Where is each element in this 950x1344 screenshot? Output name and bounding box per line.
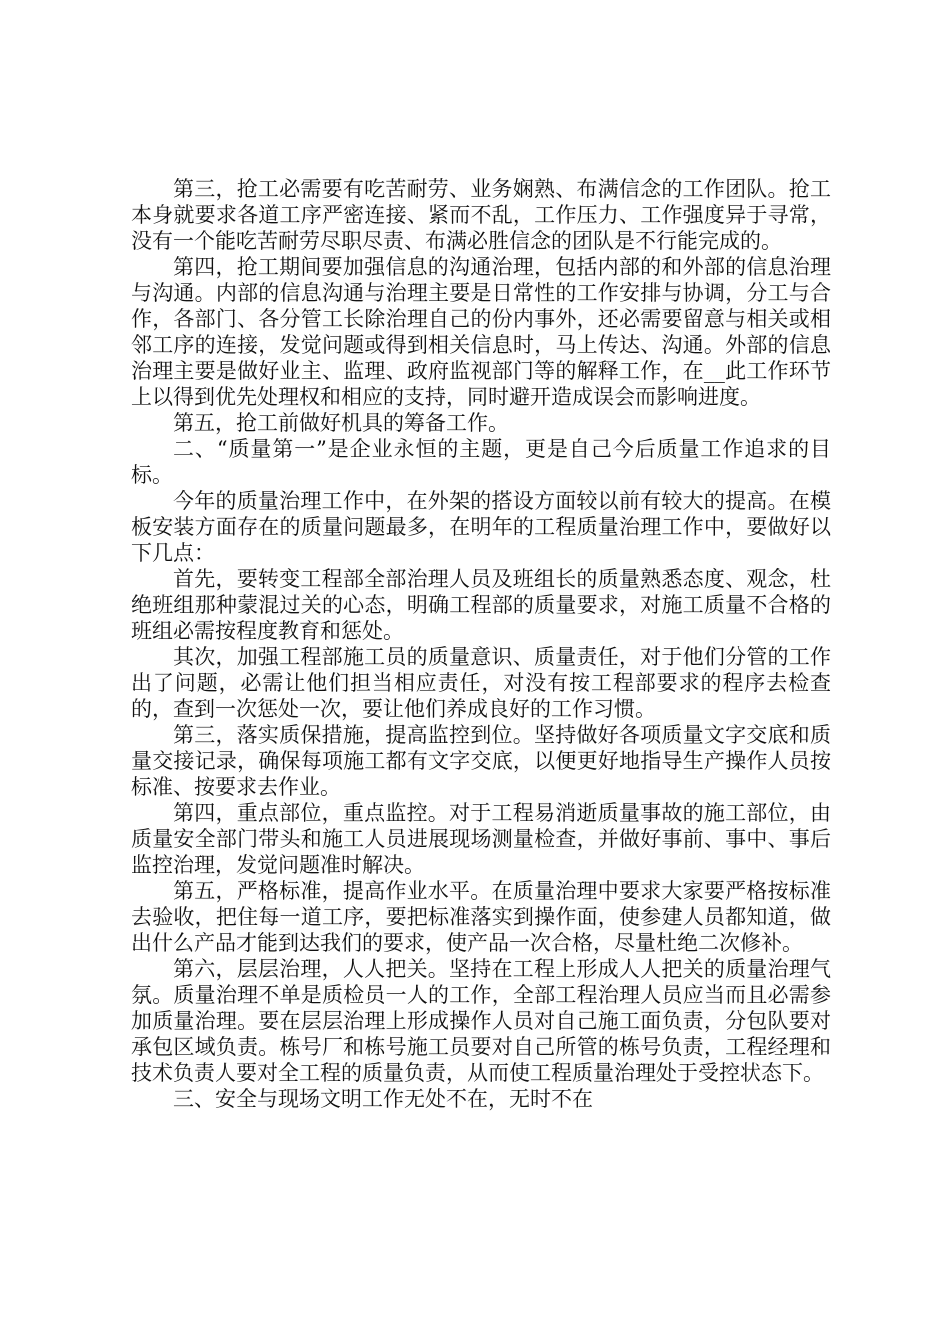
section-heading-quality: 二、“质量第一”是企业永恒的主题，更是自己今后质量工作追求的目标。	[131, 437, 831, 487]
paragraph-fourth-key-parts: 第四，重点部位，重点监控。对于工程易消逝质量事故的施工部位，由质量安全部门带头和施工人员进展现场测量检查，并做好事前、事中、事后监控治理，发觉问题准时解决。	[131, 801, 831, 877]
paragraph-quality-intro: 今年的质量治理工作中，在外架的搭设方面较以前有较大的提高。在模板安装方面存在的质量问题最多，在明年的工程质量治理工作中，要做好以下几点：	[131, 489, 831, 565]
paragraph-fifth-standards: 第五，严格标准，提高作业水平。在质量治理中要求大家要严格按标准去验收，把住每一道工序，要把标准落实到操作面，使参建人员都知道，做出什么产品才能到达我们的要求，使产品一次合格，尽量杜绝二次修补。	[131, 879, 831, 955]
paragraph-fourth-communication: 第四，抢工期间要加强信息的沟通治理，包括内部的和外部的信息治理与沟通。内部的信息沟通与治理主要是日常性的工作安排与协调，分工与合作，各部门、各分管工长除治理自己的份内事外，还必需要留意与相关或相邻工序的连接，发觉问题或得到相关信息时，马上传达、沟通。外部的信息治理主要是做好业主、监理、政府监视部门等的解释工作，在__此工作环节上以得到优先处理权和相应的支持，同时避开造成误会而影响进度。	[131, 255, 831, 409]
paragraph-third-team: 第三，抢工必需要有吃苦耐劳、业务娴熟、布满信念的工作团队。抢工本身就要求各道工序严密连接、紧而不乱，工作压力、工作强度异于寻常，没有一个能吃苦耐劳尽职尽责、布满必胜信念的团队是不行能完成的。	[131, 177, 831, 253]
paragraph-first-attitude: 首先，要转变工程部全部治理人员及班组长的质量熟悉态度、观念，杜绝班组那种蒙混过关的心态，明确工程部的质量要求，对施工质量不合格的班组必需按程度教育和惩处。	[131, 567, 831, 643]
section-heading-safety: 三、安全与现场文明工作无处不在，无时不在	[173, 1087, 593, 1111]
paragraph-fifth-equipment: 第五，抢工前做好机具的筹备工作。	[173, 411, 509, 435]
paragraph-third-measures: 第三，落实质保措施，提高监控到位。坚持做好各项质量文字交底和质量交接记录，确保每项施工都有文字交底，以便更好地指导生产操作人员按标准、按要求去作业。	[131, 723, 831, 799]
paragraph-sixth-management: 第六，层层治理，人人把关。坚持在工程上形成人人把关的质量治理气氛。质量治理不单是质检员一人的工作，全部工程治理人员应当而且必需参加质量治理。要在层层治理上形成操作人员对自己施工面负责，分包队要对承包区域负责。栋号厂和栋号施工员要对自己所管的栋号负责，工程经理和技术负责人要对全工程的质量负责，从而使工程质量治理处于受控状态下。	[131, 957, 831, 1085]
document-body	[131, 176, 831, 1112]
paragraph-second-awareness: 其次，加强工程部施工员的质量意识、质量责任，对于他们分管的工作出了问题，必需让他们担当相应责任，对没有按工程部要求的程序去检查的，查到一次惩处一次，要让他们养成良好的工作习惯。	[131, 645, 831, 721]
